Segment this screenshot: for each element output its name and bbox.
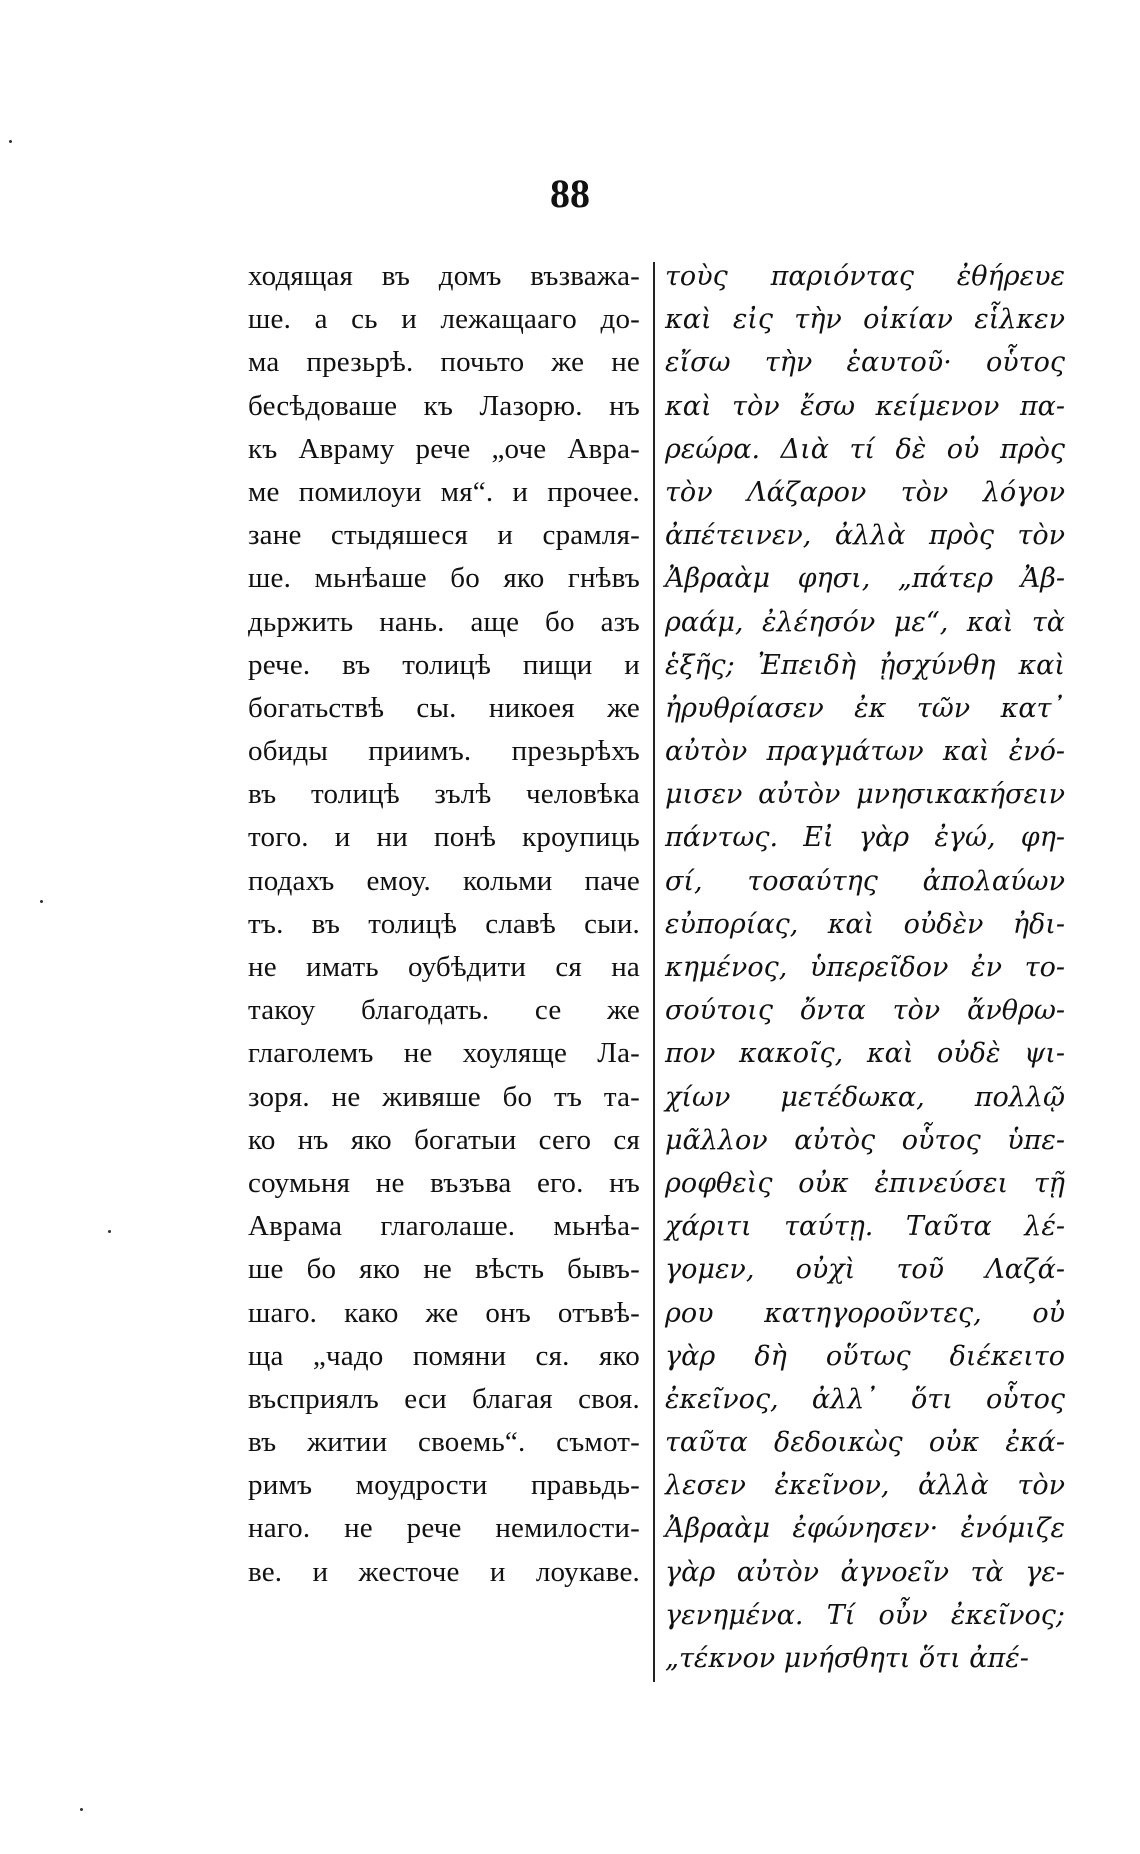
text-line: χίων μετέδωκα, πολλῷ — [665, 1081, 1065, 1113]
greek-column — [665, 255, 1065, 1680]
text-line: μᾶλλον αὐτὸς οὗτος ὑπε- — [665, 1124, 1065, 1156]
text-line: подахъ емоу. кольми паче — [248, 864, 640, 897]
text-line: соумьня не възъва его. нъ — [248, 1166, 640, 1199]
text-line: римъ моудрости правьдь- — [248, 1469, 640, 1502]
text-line: καὶ τὸν ἔσω κείμενον πα- — [665, 390, 1065, 422]
text-line: γενημένα. Τί οὖν ἐκεῖνος; — [665, 1599, 1065, 1631]
text-line: τοὺς παριόντας ἐθήρευε — [665, 261, 1065, 292]
text-line: ρεώρα. Διὰ τί δὲ οὐ πρὸς — [665, 433, 1065, 465]
text-line: ἐκεῖνος, ἀλλ᾿ ὅτι οὗτος — [665, 1383, 1065, 1415]
text-line: ше. а сь и лежащаагo до- — [248, 303, 640, 336]
text-line: καὶ εἰς τὴν οἰκίαν εἷλκεν — [665, 304, 1065, 336]
text-line: рече. въ толицѣ пищи и — [248, 648, 640, 681]
text-line: Аврама глаголаше. мьнѣа- — [248, 1210, 640, 1243]
text-line: σούτοις ὄντα τὸν ἄνθρω- — [665, 995, 1065, 1027]
text-line: въ толицѣ зълѣ человѣка — [248, 778, 640, 811]
text-line: такоу благодать. се же — [248, 994, 640, 1027]
text-line: σί, τοσαύτης ἀπολαύων — [665, 865, 1065, 897]
text-line: ше. мьнѣаше бо яко гнѣвъ — [248, 562, 640, 595]
text-line: къ Авраму рече „оче Авра- — [248, 432, 640, 465]
text-line: обиды приимъ. презьрѣхъ — [248, 735, 640, 768]
scan-speck — [80, 1808, 83, 1811]
text-line: χάριτι ταύτῃ. Ταῦτα λέ- — [665, 1211, 1065, 1243]
text-line: того. и ни понѣ кроупиць — [248, 821, 640, 854]
text-line: γομεν, οὐχὶ τοῦ Λαζά- — [665, 1254, 1065, 1286]
church-slavonic-column — [248, 255, 640, 1594]
text-line: γὰρ αὐτὸν ἀγνοεῖν τὰ γε- — [665, 1556, 1065, 1588]
text-line: ραάμ, ἐλέησόν με“, καὶ τὰ — [665, 606, 1065, 638]
text-line: μισεν αὐτὸν μνησικακήσειν — [665, 779, 1065, 811]
text-line: бесѣдоваше къ Лазорю. нъ — [248, 389, 640, 422]
text-line: Ἀβραὰμ ἐφώνησεν· ἐνόμιζε — [665, 1513, 1065, 1545]
text-line: ἑξῆς; Ἐπειδὴ ᾐσχύνθη καὶ — [665, 649, 1065, 681]
scan-speck — [108, 1230, 111, 1233]
text-line: въсприялъ еси благая своя. — [248, 1382, 640, 1415]
column-divider — [653, 262, 655, 1682]
text-line: ρου κατηγοροῦντες, οὐ — [665, 1297, 1065, 1329]
text-line: ροφθεὶς οὐκ ἐπινεύσει τῇ — [665, 1167, 1065, 1199]
text-line: ταῦτα δεδοικὼς οὐκ ἐκά- — [665, 1427, 1065, 1459]
text-line: ща „чадо помяни ся. яко — [248, 1339, 640, 1372]
text-line: εἴσω τὴν ἑαυτοῦ· οὗτος — [665, 347, 1065, 379]
text-line: не имать оубѣдити ся на — [248, 951, 640, 983]
text-line: ме помилоуи мя“. и прочее. — [248, 475, 640, 508]
text-line: наго. не рече немилости- — [248, 1512, 640, 1545]
text-line: πάντως. Εἰ γὰρ ἐγώ, φη- — [665, 822, 1065, 854]
text-line: λεσεν ἐκεῖνον, ἀλλὰ τὸν — [665, 1470, 1065, 1502]
text-line: Ἀβραὰμ φησι, „πάτερ Ἀβ- — [665, 563, 1065, 595]
scan-speck — [9, 140, 12, 143]
text-line: шаго. како же онъ отъвѣ- — [248, 1296, 640, 1329]
text-line: ἠρυθρίασεν ἐκ τῶν κατ᾿ — [665, 692, 1065, 724]
text-line: въ житии своемь“. съмот- — [248, 1426, 640, 1459]
text-line: γὰρ δὴ οὕτως διέκειτο — [665, 1340, 1065, 1372]
text-line: тъ. въ толицѣ славѣ сыи. — [248, 907, 640, 940]
text-line: αὐτὸν πραγμάτων καὶ ἐνό- — [665, 736, 1065, 768]
text-line: зане стыдяшеся и срамля- — [248, 519, 640, 552]
text-line: дьржить нань. аще бо азъ — [248, 605, 640, 638]
text-line: глаголемъ не хоуляще Ла- — [248, 1037, 640, 1070]
scan-speck — [40, 900, 43, 903]
text-line: κημένος, ὑπερεῖδον ἐν το- — [665, 952, 1065, 983]
text-line: богатьствѣ сы. никоея же — [248, 691, 640, 724]
text-line: πον κακοῖς, καὶ οὐδὲ ψι- — [665, 1038, 1065, 1070]
text-line: ве. и жесточе и лоукаве. — [248, 1555, 640, 1588]
page-number: 88 — [550, 171, 590, 216]
text-line: зоря. не живяше бо тъ та- — [248, 1080, 640, 1113]
text-line: εὐπορίας, καὶ οὐδὲν ἠδι- — [665, 908, 1065, 940]
text-line: τὸν Λάζαρον τὸν λόγον — [665, 476, 1065, 508]
text-line: „τέκνον μνήσθητι ὅτι ἀπέ- — [665, 1643, 1029, 1674]
text-line: ко нъ яко богатыи сего ся — [248, 1123, 640, 1156]
text-line: ше бо яко не вѣсть бывъ- — [248, 1253, 640, 1286]
text-line: ма презьрѣ. почьто же не — [248, 346, 640, 379]
text-line: ходящая въ домъ възважа- — [248, 260, 640, 292]
text-line: ἀπέτεινεν, ἀλλὰ πρὸς τὸν — [665, 520, 1065, 552]
